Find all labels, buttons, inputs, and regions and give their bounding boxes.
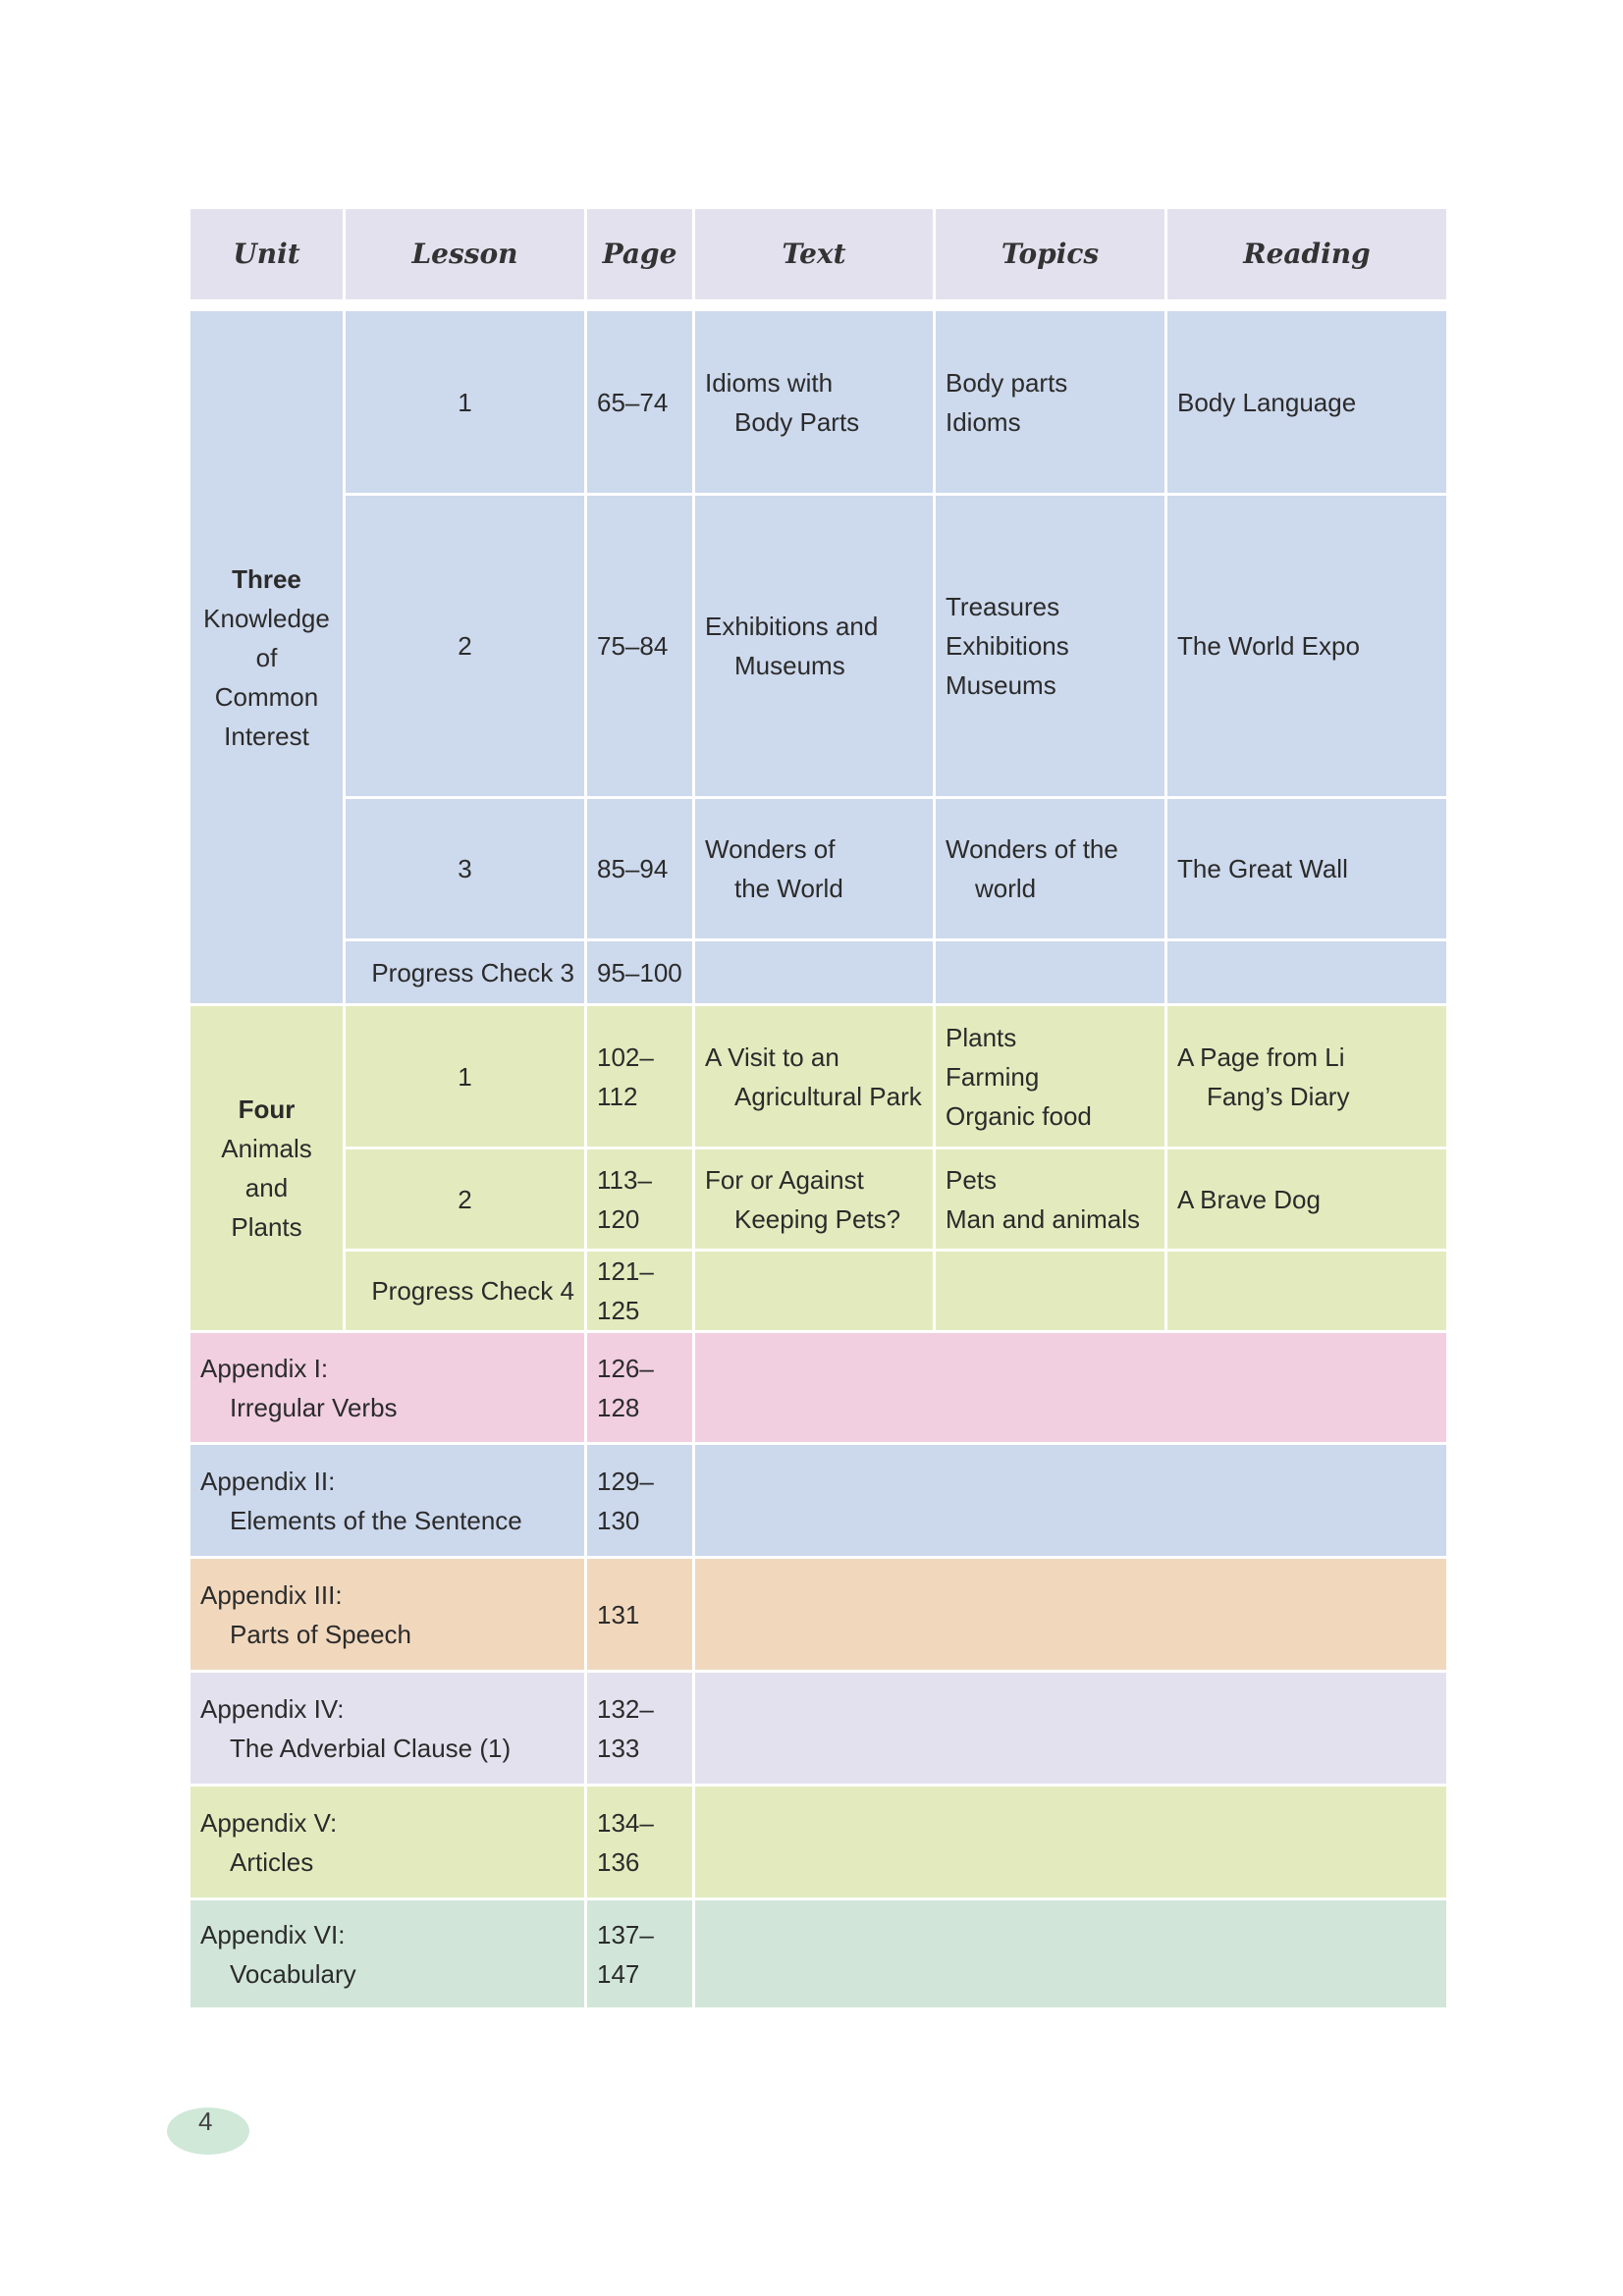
appendix-label: Appendix II: xyxy=(200,1466,336,1496)
lesson-pages: 113–120 xyxy=(586,1148,694,1251)
header-unit: Unit xyxy=(189,208,345,301)
reading-line: Fang’s Diary xyxy=(1207,1081,1350,1111)
lesson-number: 1 xyxy=(345,310,586,495)
table-row xyxy=(189,798,1448,940)
lesson-number: 2 xyxy=(345,1148,586,1251)
appendix-title xyxy=(189,1672,586,1786)
appendix-name: Parts of Speech xyxy=(230,1619,411,1649)
appendix-title xyxy=(189,1558,586,1672)
unit-title-line: Plants xyxy=(231,1212,302,1242)
lesson-text xyxy=(694,798,935,940)
appendix-pages: 132–133 xyxy=(586,1672,694,1786)
unit-title-line: Common xyxy=(214,681,319,712)
topic-line: Exhibitions xyxy=(946,631,1069,661)
appendix-name: Articles xyxy=(230,1846,314,1877)
appendix-name: Irregular Verbs xyxy=(230,1392,398,1422)
table-row xyxy=(189,1148,1448,1251)
lesson-number: 1 xyxy=(345,1005,586,1148)
lesson-reading xyxy=(1166,798,1448,940)
lesson-number: 3 xyxy=(345,798,586,940)
page-number: 4 xyxy=(198,2107,213,2136)
table-row xyxy=(189,1251,1448,1332)
lesson-topics xyxy=(935,310,1166,495)
header-reading: Reading xyxy=(1166,208,1448,301)
reading-line: A Page from Li xyxy=(1177,1041,1345,1072)
appendix-title xyxy=(189,1332,586,1444)
lesson-pages: 75–84 xyxy=(586,495,694,798)
lesson-topics xyxy=(935,798,1166,940)
appendix-pages: 126–128 xyxy=(586,1332,694,1444)
lesson-reading xyxy=(1166,1005,1448,1148)
lesson-pages: 102–112 xyxy=(586,1005,694,1148)
appendix-pages: 129–130 xyxy=(586,1444,694,1558)
appendix-row xyxy=(189,1558,1448,1672)
appendix-pages: 131 xyxy=(586,1558,694,1672)
text-line: Idioms with xyxy=(705,367,834,398)
lesson-number: 2 xyxy=(345,495,586,798)
lesson-reading xyxy=(1166,495,1448,798)
lesson-reading xyxy=(1166,1148,1448,1251)
topic-line: Man and animals xyxy=(946,1203,1140,1234)
appendix-title xyxy=(189,1444,586,1558)
appendix-label: Appendix I: xyxy=(200,1353,329,1383)
lesson-reading xyxy=(1166,310,1448,495)
appendix-row xyxy=(189,1786,1448,1899)
lesson-text xyxy=(694,1148,935,1251)
progress-check-label: Progress Check 4 xyxy=(345,1251,586,1332)
topic-line: Museums xyxy=(946,670,1056,700)
unit-name: Four xyxy=(238,1095,296,1124)
topic-line: Treasures xyxy=(946,592,1060,621)
reading-line: A Brave Dog xyxy=(1177,1184,1321,1214)
lesson-text xyxy=(694,1005,935,1148)
lesson-text xyxy=(694,495,935,798)
table-row xyxy=(189,495,1448,798)
appendix-name: Elements of the Sentence xyxy=(230,1505,522,1535)
topic-line: Farming xyxy=(946,1061,1040,1092)
lesson-pages: 85–94 xyxy=(586,798,694,940)
progress-check-label: Progress Check 3 xyxy=(345,940,586,1005)
header-page: Page xyxy=(586,208,694,301)
header-row xyxy=(189,208,1448,301)
text-line: Body Parts xyxy=(734,406,860,437)
appendix-row xyxy=(189,1672,1448,1786)
appendix-label: Appendix IV: xyxy=(200,1693,345,1724)
appendix-row xyxy=(189,1899,1448,2009)
reading-line: Body Language xyxy=(1177,387,1357,417)
unit-title-line: and xyxy=(244,1173,289,1202)
table-row xyxy=(189,310,1448,495)
topic-line: Pets xyxy=(946,1164,998,1195)
appendix-name: The Adverbial Clause (1) xyxy=(230,1733,512,1763)
appendix-pages: 137–147 xyxy=(586,1899,694,2009)
text-line: Keeping Pets? xyxy=(734,1203,901,1234)
table-row xyxy=(189,940,1448,1005)
progress-check-pages: 95–100 xyxy=(586,940,694,1005)
topic-line: Idioms xyxy=(946,406,1021,437)
unit-title-line: Animals xyxy=(221,1134,312,1163)
topic-line: Plants xyxy=(946,1022,1017,1052)
appendix-pages: 134–136 xyxy=(586,1786,694,1899)
lesson-topics xyxy=(935,1148,1166,1251)
reading-line: The World Expo xyxy=(1177,631,1360,661)
lesson-pages: 65–74 xyxy=(586,310,694,495)
progress-check-pages: 121–125 xyxy=(586,1251,694,1332)
header-lesson: Lesson xyxy=(345,208,586,301)
text-line: the World xyxy=(734,874,843,903)
lesson-topics xyxy=(935,495,1166,798)
text-line: For or Against xyxy=(705,1164,864,1195)
text-line: Agricultural Park xyxy=(734,1081,922,1111)
appendix-label: Appendix VI: xyxy=(200,1919,346,1949)
appendix-row xyxy=(189,1444,1448,1558)
topic-line: Wonders of the xyxy=(946,834,1118,864)
topic-line: world xyxy=(975,874,1037,903)
unit-name: Three xyxy=(232,563,301,594)
appendix-label: Appendix V: xyxy=(200,1807,338,1838)
header-topics: Topics xyxy=(935,208,1166,301)
table-row xyxy=(189,1005,1448,1148)
appendix-label: Appendix III: xyxy=(200,1579,343,1610)
reading-line: The Great Wall xyxy=(1177,854,1348,883)
lesson-topics xyxy=(935,1005,1166,1148)
text-line: Exhibitions and xyxy=(705,612,879,641)
appendix-row xyxy=(189,1332,1448,1444)
topic-line: Body parts xyxy=(946,367,1068,398)
topic-line: Organic food xyxy=(946,1100,1092,1131)
contents-table xyxy=(188,206,1449,2010)
unit-title-line: Knowledge xyxy=(203,603,330,633)
text-line: A Visit to an xyxy=(705,1041,839,1072)
appendix-name: Vocabulary xyxy=(230,1958,356,1989)
unit-four-cell xyxy=(189,1005,345,1332)
appendix-title xyxy=(189,1899,586,2009)
unit-title-line: Interest xyxy=(224,721,309,751)
header-text: Text xyxy=(694,208,935,301)
lesson-text xyxy=(694,310,935,495)
unit-three-cell xyxy=(189,310,345,1005)
text-line: Museums xyxy=(734,651,845,680)
text-line: Wonders of xyxy=(705,834,836,864)
unit-title-line: of xyxy=(255,642,278,672)
appendix-title xyxy=(189,1786,586,1899)
